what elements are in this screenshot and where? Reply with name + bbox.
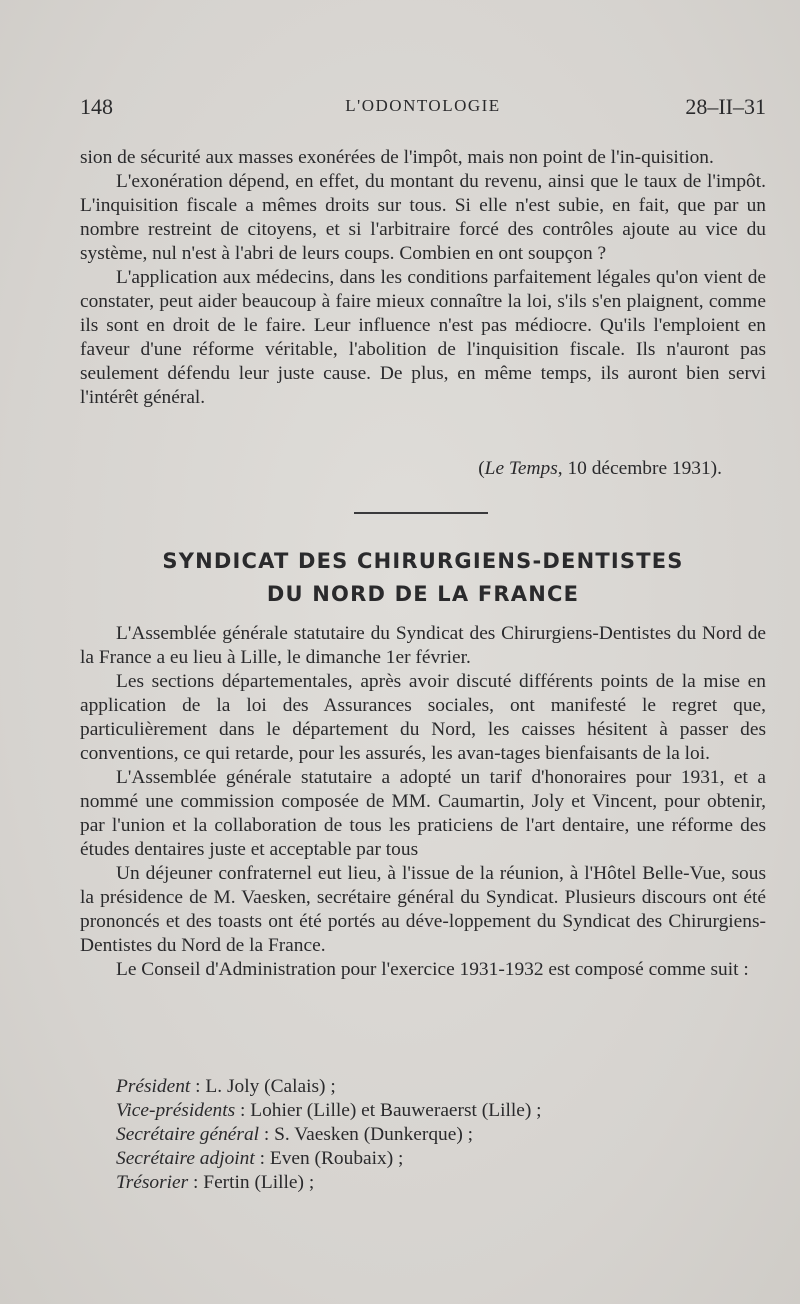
role-title: Secrétaire adjoint: [116, 1148, 255, 1169]
role-title: Président: [116, 1076, 191, 1097]
role-title: Trésorier: [116, 1172, 189, 1193]
paragraph: Un déjeuner confraternel eut lieu, à l'issue de la réunion, à l'Hôtel Belle-Vue, sous la présidence de M. Vaesken, secrétaire général du Syndicat. Plusieurs discours ont été prononcés et des toasts ont été portés au déve-loppement du Syndicat des Chirurgiens-Dentistes du Nord de la France.: [80, 863, 766, 956]
role-title: Secrétaire général: [116, 1124, 260, 1145]
paragraph: L'Assemblée générale statutaire a adopté un tarif d'honoraires pour 1931, et a nommé une commission composée de MM. Caumartin, Joly et Vincent, pour obtenir, par l'union et la collaboration de tous les praticiens de l'art dentaire, une réforme des études dentaires juste et acceptable par tous: [80, 767, 766, 860]
running-title: L'ODONTOLOGIE: [345, 96, 501, 115]
paragraph: Le Conseil d'Administration pour l'exercice 1931-1932 est composé comme suit :: [116, 959, 749, 980]
source-citation: [478, 458, 722, 480]
role-title: Vice-présidents: [116, 1100, 236, 1121]
paragraph: sion de sécurité aux masses exonérées de l'impôt, mais non point de l'in-quisition.: [80, 147, 714, 168]
section-body: [80, 622, 766, 982]
board-list: [116, 1075, 542, 1195]
citation-open: (: [478, 458, 485, 479]
section-heading-line-2: DU NORD DE LA FRANCE: [266, 582, 580, 606]
running-header: [80, 94, 766, 122]
page-number: 148: [80, 94, 113, 119]
list-item: [116, 1075, 542, 1099]
section-divider: [354, 512, 488, 514]
paragraph: L'application aux médecins, dans les conditions parfaitement légales qu'on vient de constater, peut aider beaucoup à faire mieux connaître la loi, s'ils s'en plaignent, comme ils sont en droit de le faire. Leur influence n'est pas médiocre. Qu'ils l'emploient en faveur d'une réforme véritable, l'abolition de l'inquisition fiscale. Ils n'auront pas seulement défendu leur juste cause. De plus, en même temps, ils auront bien servi l'intérêt général.: [80, 267, 766, 408]
section-heading-line-1: SYNDICAT DES CHIRURGIENS-DENTISTES: [162, 549, 684, 573]
citation-source: Le Temps: [484, 458, 558, 479]
issue-date: 28–II–31: [685, 94, 766, 119]
paragraph: L'Assemblée générale statutaire du Syndicat des Chirurgiens-Dentistes du Nord de la France a eu lieu à Lille, le dimanche 1er février.: [80, 623, 766, 668]
role-value: : L. Joly (Calais) ;: [190, 1076, 336, 1097]
paragraph: L'exonération dépend, en effet, du montant du revenu, ainsi que le taux de l'impôt. L'inquisition fiscale a mêmes droits sur tous. Si elle n'est subie, en fait, que par un nombre restreint de citoyens, et si l'arbitraire forcé des contrôles ajoute au vice du système, nul n'est à l'abri de leurs coups. Combien en ont soupçon ?: [80, 171, 766, 264]
role-value: : Even (Roubaix) ;: [254, 1148, 404, 1169]
list-item: [116, 1099, 542, 1123]
list-item: [116, 1123, 542, 1147]
list-item: [116, 1147, 542, 1171]
article-continuation: [80, 146, 766, 410]
role-value: : Lohier (Lille) et Bauweraerst (Lille) ;: [235, 1100, 542, 1121]
role-value: : Fertin (Lille) ;: [188, 1172, 315, 1193]
citation-rest: , 10 décembre 1931).: [557, 458, 722, 479]
list-item: [116, 1171, 542, 1195]
role-value: : S. Vaesken (Dunkerque) ;: [259, 1124, 474, 1145]
paragraph: Les sections départementales, après avoir discuté différents points de la mise en application de la loi des Assurances sociales, ont manifesté le regret que, particulièrement dans le département du Nord, les caisses hésitent à passer des conventions, ce qui retarde, pour les assurés, les avan-tages bienfaisants de la loi.: [80, 671, 766, 764]
